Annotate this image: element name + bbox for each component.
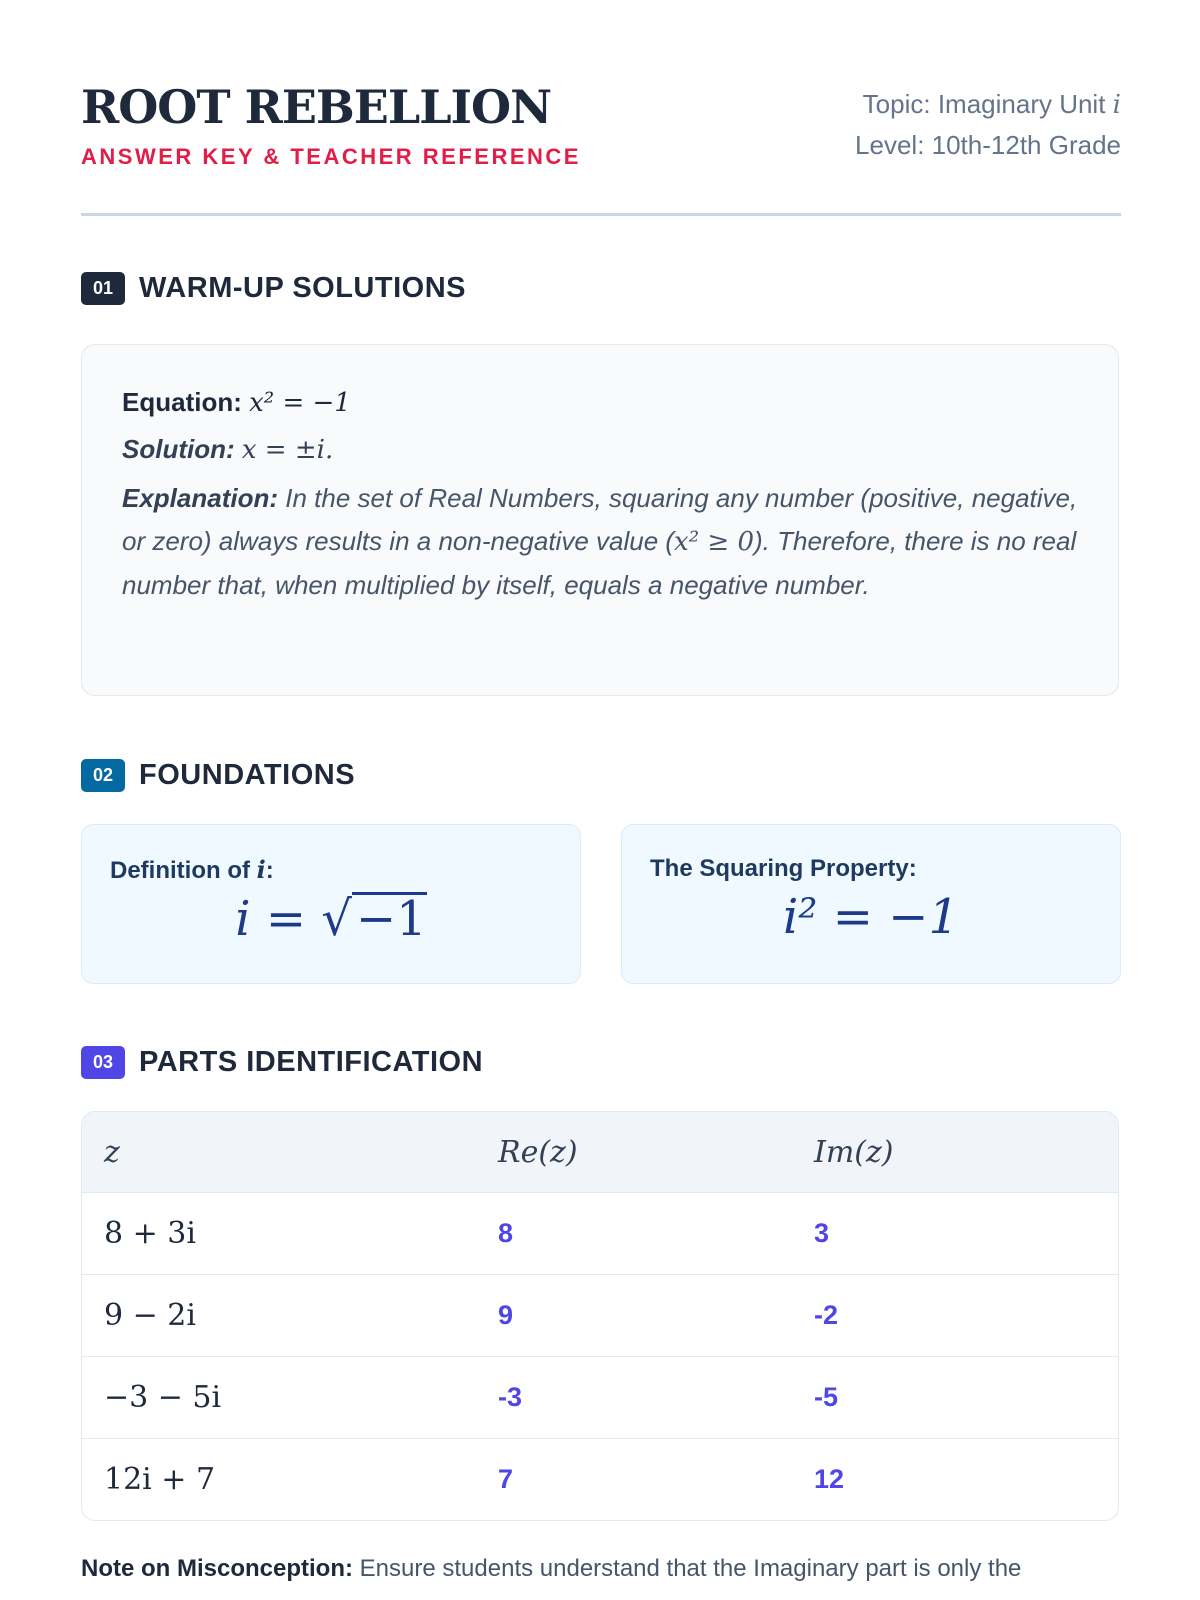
topic-label: Topic: Imaginary Unit (862, 89, 1106, 119)
topic-line (855, 84, 1121, 125)
radicand: −1 (352, 892, 427, 943)
explanation-text (122, 477, 1078, 607)
table-header-row (82, 1112, 1118, 1192)
cell-z: −3 − 5i (82, 1356, 476, 1438)
cell-z: 12i + 7 (82, 1438, 476, 1520)
header-divider (81, 213, 1121, 216)
equation-line (122, 387, 1078, 418)
definition-label-text: Definition of (110, 857, 250, 884)
squaring-property-card (621, 824, 1121, 984)
table-row (82, 1192, 1118, 1274)
cell-z: 9 − 2i (82, 1274, 476, 1356)
cell-re: 8 (476, 1192, 792, 1274)
topic-symbol: i (1112, 90, 1121, 120)
section-number-badge: 02 (81, 759, 125, 792)
header-meta (855, 84, 1121, 165)
section-number-badge: 01 (81, 272, 125, 305)
section-title: WARM-UP SOLUTIONS (139, 272, 466, 304)
level-line: Level: 10th-12th Grade (855, 130, 1121, 160)
radical-sign: √ (321, 891, 352, 947)
misconception-note (81, 1551, 1121, 1587)
squaring-formula: i² = −1 (782, 889, 960, 945)
parts-table (81, 1111, 1119, 1521)
cell-re: 9 (476, 1274, 792, 1356)
equation-math: x² = −1 (249, 388, 351, 418)
definition-card (81, 824, 581, 984)
table-row (82, 1274, 1118, 1356)
squaring-label: The Squaring Property: (650, 855, 917, 882)
explanation-math: x² ≥ 0 (674, 527, 754, 557)
table-row (82, 1438, 1118, 1520)
explanation-pre: In the set of Real Numbers, squaring any number (positive, negative, or zero) always results in a non-negative value ( (122, 483, 1078, 556)
section-title: PARTS IDENTIFICATION (139, 1046, 484, 1078)
solution-label: Solution: (122, 434, 235, 464)
equation-label: Equation: (122, 387, 242, 417)
warmup-card (81, 344, 1119, 696)
page-title: ROOT REBELLION (81, 80, 552, 134)
explanation-label: Explanation: (122, 483, 279, 513)
explanation-post: ). Therefore, there is no real number that, when multiplied by itself, equals a negative number. (122, 526, 1077, 600)
column-header-im: Im(z) (792, 1112, 1118, 1192)
solution-line (122, 434, 1078, 465)
note-text: Ensure students understand that the Imaginary part is only the (359, 1555, 1022, 1582)
page-header (81, 80, 1121, 170)
cell-re: -3 (476, 1356, 792, 1438)
cell-im: 12 (792, 1438, 1118, 1520)
section-header-foundations (81, 759, 355, 792)
section-header-warmup (81, 272, 466, 305)
cell-im: -5 (792, 1356, 1118, 1438)
definition-label: Definition of i: (110, 855, 274, 884)
definition-symbol: i (256, 855, 266, 884)
solution-math: x = ±i. (241, 435, 334, 465)
column-header-z: z (82, 1112, 476, 1192)
section-number-badge: 03 (81, 1046, 125, 1079)
definition-lhs: i = (235, 891, 307, 947)
section-title: FOUNDATIONS (139, 759, 356, 791)
section-header-parts (81, 1046, 483, 1079)
table-row (82, 1356, 1118, 1438)
cell-re: 7 (476, 1438, 792, 1520)
cell-im: -2 (792, 1274, 1118, 1356)
note-label: Note on Misconception: (81, 1555, 353, 1582)
column-header-re: Re(z) (476, 1112, 792, 1192)
definition-formula (110, 891, 552, 947)
page-subtitle: ANSWER KEY & TEACHER REFERENCE (81, 144, 581, 169)
cell-z: 8 + 3i (82, 1192, 476, 1274)
cell-im: 3 (792, 1192, 1118, 1274)
